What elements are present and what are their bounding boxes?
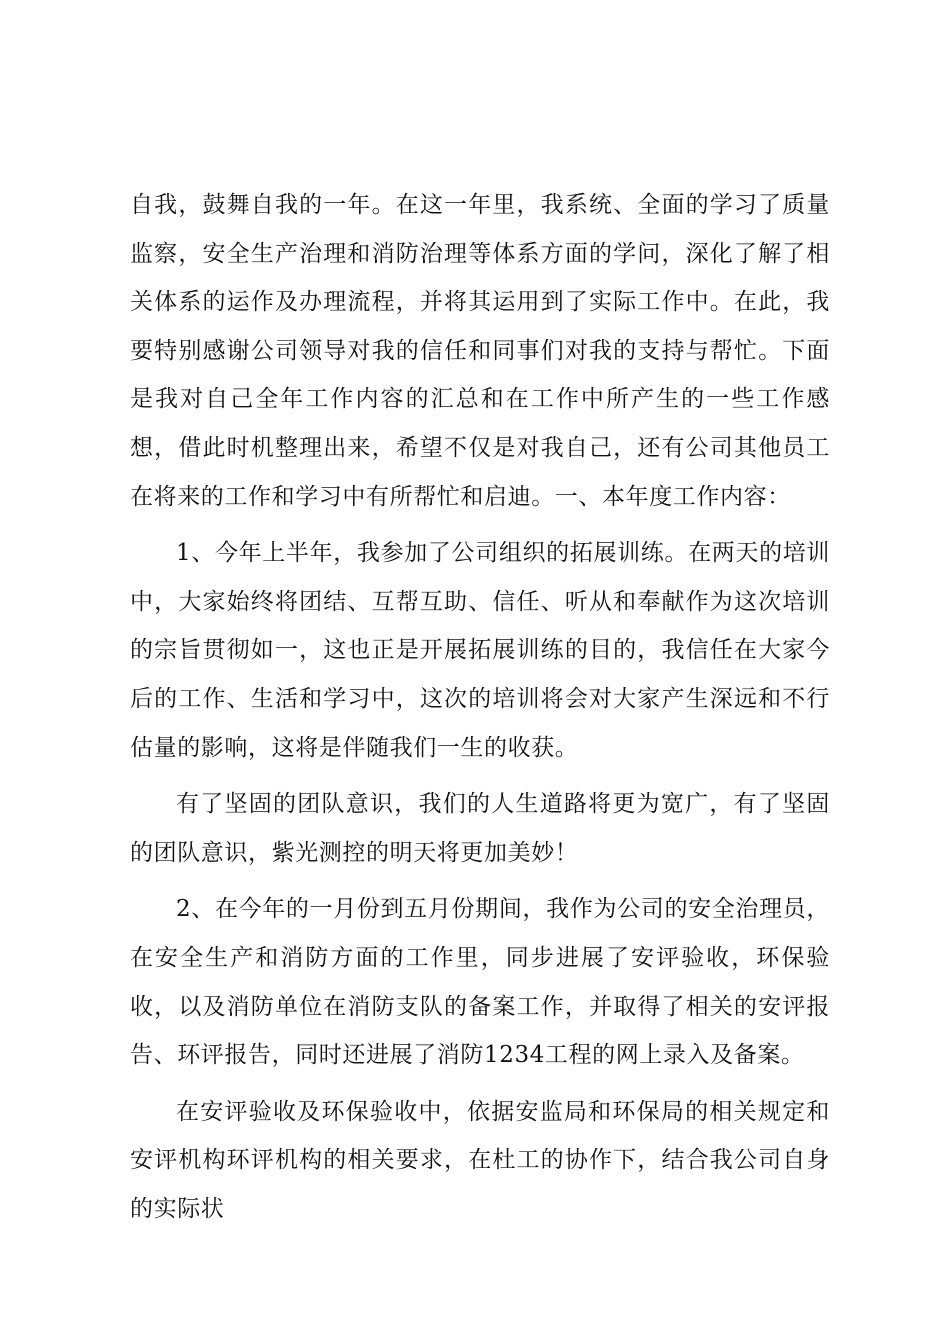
paragraph-inspection: 在安评验收及环保验收中，依据安监局和环保局的相关规定和安评机构环评机构的相关要求，在杜工的协作下，结合我公司自身的实际状	[130, 1098, 830, 1222]
paragraph-team-spirit: 有了坚固的团队意识，我们的人生道路将更为宽广，有了坚固的团队意识，紫光测控的明天将更加美妙！	[130, 791, 830, 866]
paragraph-item-1: 1、今年上半年，我参加了公司组织的拓展训练。在两天的培训中，大家始终将团结、互帮互助、信任、听从和奉献作为这次培训的宗旨贯彻如一，这也正是开展拓展训练的目的，我信任在大家今后的工作、生活和学习中，这次的培训将会对大家产生深远和不行估量的影响，这将是伴随我们一生的收获。	[130, 540, 830, 761]
paragraph-intro: 自我，鼓舞自我的一年。在这一年里，我系统、全面的学习了质量监察，安全生产治理和消防治理等体系方面的学问，深化了解了相关体系的运作及办理流程，并将其运用到了实际工作中。在此，我要特别感谢公司领导对我的信任和同事们对我的支持与帮忙。下面是我对自己全年工作内容的汇总和在工作中所产生的一些工作感想，借此时机整理出来，希望不仅是对我自己，还有公司其他员工在将来的工作和学习中有所帮忙和启迪。一、本年度工作内容：	[130, 192, 830, 510]
document-body	[130, 181, 830, 1241]
paragraph-item-2: 2、在今年的一月份到五月份期间，我作为公司的安全治理员，在安全生产和消防方面的工作里，同步进展了安评验收，环保验收，以及消防单位在消防支队的备案工作，并取得了相关的安评报告、环评报告，同时还进展了消防1234工程的网上录入及备案。	[130, 896, 830, 1069]
